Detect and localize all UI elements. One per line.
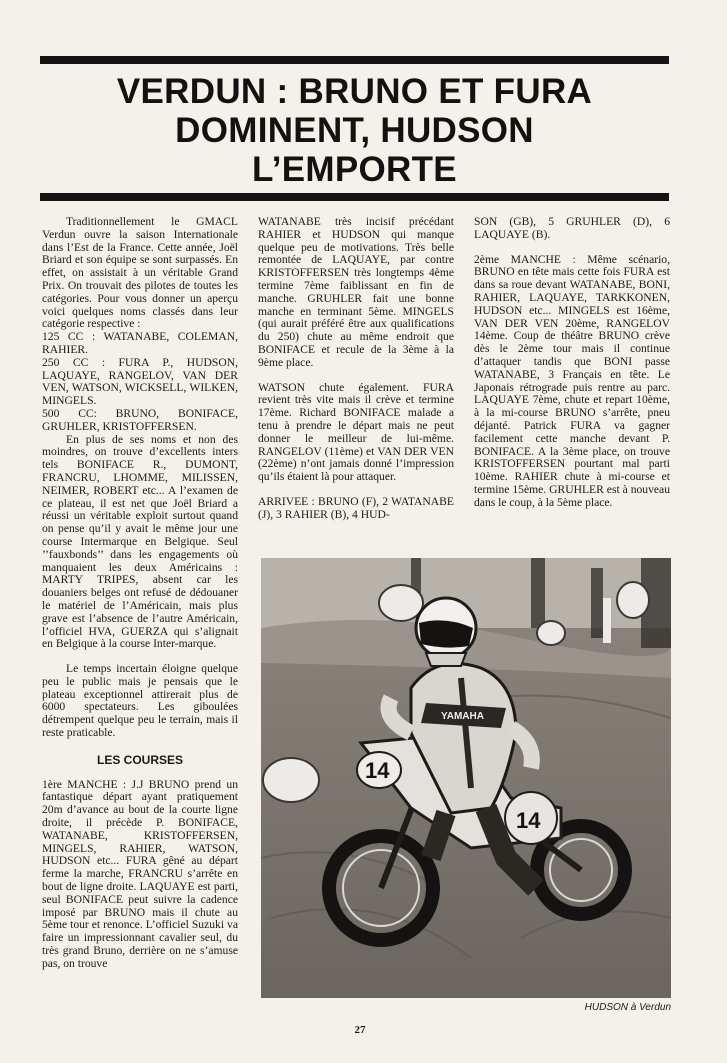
inters-paragraph: En plus de ses noms et non des moindres, on trouve d’excellents inters tels BONIFACE R., DUMONT, FRANCRU, LHOMME, MILISSEN, NEIMER, ROBERT etc... A l’examen de ce plateau, il est net que Joël Briard a réussi un véritable exploit surtout quand on pense qu’il y avait le même jour une course Intermarque en Belgique. Seul ’’fauxbonds’’ dans les engagements où manquaient les deux Américains : MARTY TRIPES, absent car les douaniers belges ont refusé de dédouaner le matériel de l’Américain, mais plus grave est l’absence de l’autre Américain, l’officiel HVA, GUERZA qui s’alignait en Belgique à la course Inter-marque. [42, 432, 238, 651]
intro-paragraph: Traditionnellement le GMACL Verdun ouvre la saison Internationale dans l’Est de la France. Cette année, Joël Briard et son équipe se sont surpassés. En effet, on assistait à un véritable Grand Prix. On trouvait des pilotes de toutes les catégories. Pour vous donner un aperçu voici quelques noms classés dans leur catégorie respective : [42, 215, 238, 331]
headline [40, 72, 669, 189]
bottom-rule [40, 193, 669, 201]
photo-illustration [261, 558, 671, 998]
column-1 [42, 216, 238, 971]
fairing-text: YAMAHA [441, 711, 484, 722]
headline-line-2: DOMINENT, HUDSON [175, 111, 534, 150]
class-125cc: 125 CC : WATANABE, COLEMAN, RAHIER. [42, 330, 238, 356]
headline-line-1: VERDUN : BRUNO ET FURA [116, 72, 593, 111]
motocross-photo [261, 558, 671, 998]
class-250cc: 250 CC : FURA P., HUDSON, LAQUAYE, RANGELOV, VAN DER VEN, WATSON, WICKSELL, WILKEN, MINGELS. [42, 355, 238, 408]
first-race-results: ARRIVEE : BRUNO (F), 2 WATANABE (J), 3 RAHIER (B), 4 HUD- [258, 494, 454, 521]
first-race-continued: WATANABE très incisif précédant RAHIER et HUDSON qui manque quelque peu de motivations. Très belle remontée de LAQUAYE, par contre KRISTOFFERSEN très longtemps 4ème termine 7ème faiblissant en fin de manche. GRUHLER fait une bonne manche en terminant 5ème. MINGELS (qui aurait préféré être aux qualifications du 250) chute au même endroit que BONIFACE et recule de la 3ème à la 9ème place. [258, 215, 454, 369]
weather-paragraph: Le temps incertain éloigne quelque peu le public mais je pensais que le plateau exceptionnel attirerait plus de 6000 spectateurs. Les giboulées détrempent quelque peu le terrain, mais il reste praticable. [42, 662, 238, 740]
second-race-paragraph: 2ème MANCHE : Même scénario, BRUNO en tête mais cette fois FURA est dans sa roue devant WATANABE, BONI, RAHIER, LAQUAYE, TARKKONEN, HUDSON etc... MINGELS est 16ème, VAN DER VEN 20ème, RANGELOV 14ème. Coup de théâtre BRUNO crève dès le 2ème tour mais il continue d’attaquer tandis que BONI passe WATANABE, 3 Français en tête. Le Japonais rétrograde puis rentre au parc. LAQUAYE 7ème, chute et repart 10ème, à la mi-course BRUNO s’arrête, pneu déjanté. Patrick FURA va gagner facilement cette manche devant P. BONIFACE. A la 3ème place, on trouve KRISTOFFERSEN pourtant mal parti 10ème. RAHIER chute à mi-course et termine 15ème. GRUHLER est à nouveau dans le coup, à la 5ème place. [474, 252, 670, 509]
column-3 [474, 216, 670, 510]
first-race-results-end: SON (GB), 5 GRUHLER (D), 6 LAQUAYE (B). [474, 215, 670, 241]
headline-line-3: L’EMPORTE [252, 150, 457, 189]
top-rule [40, 56, 669, 64]
class-500cc: 500 CC: BRUNO, BONIFACE, GRUHLER, KRISTOFFERSEN. [42, 406, 238, 433]
column-2 [258, 216, 454, 522]
page-number: 27 [354, 1024, 366, 1036]
watson-paragraph: WATSON chute également. FURA revient très vite mais il crève et termine 17ème. Richard BONIFACE malade a tenu à prendre le départ mais ne peut donner le meilleur de lui-même. RANGELOV (11ème) et VAN DER VEN (22ème) n’ont jamais donné l’impression qu’ils étaient là pour attaquer. [258, 380, 454, 484]
photo-caption: HUDSON à Verdun [584, 1002, 671, 1013]
side-number-plate: 14 [516, 808, 541, 833]
section-heading: LES COURSES [96, 752, 183, 767]
first-race-paragraph: 1ère MANCHE : J.J BRUNO prend un fantastique départ ayant pratiquement 20m d’avance au bout de la courte ligne droite, il précède P. BONIFACE, WATANABE, KRISTOFFERSEN, MINGELS, RAHIER, WATSON, HUDSON etc... FURA gêné au départ ferme la marche, FRANCRU s’arrête en bout de ligne droite. LAQUAYE est parti, seul BONIFACE peut suivre la cadence imposé par BRUNO mais il chute au 5ème tour et renonce. L’officiel Suzuki va faire un impressionnant cavalier seul, du très grand Bruno, derrière on ne s’amuse pas, on trouve [42, 777, 238, 970]
front-number-plate: 14 [365, 758, 390, 783]
